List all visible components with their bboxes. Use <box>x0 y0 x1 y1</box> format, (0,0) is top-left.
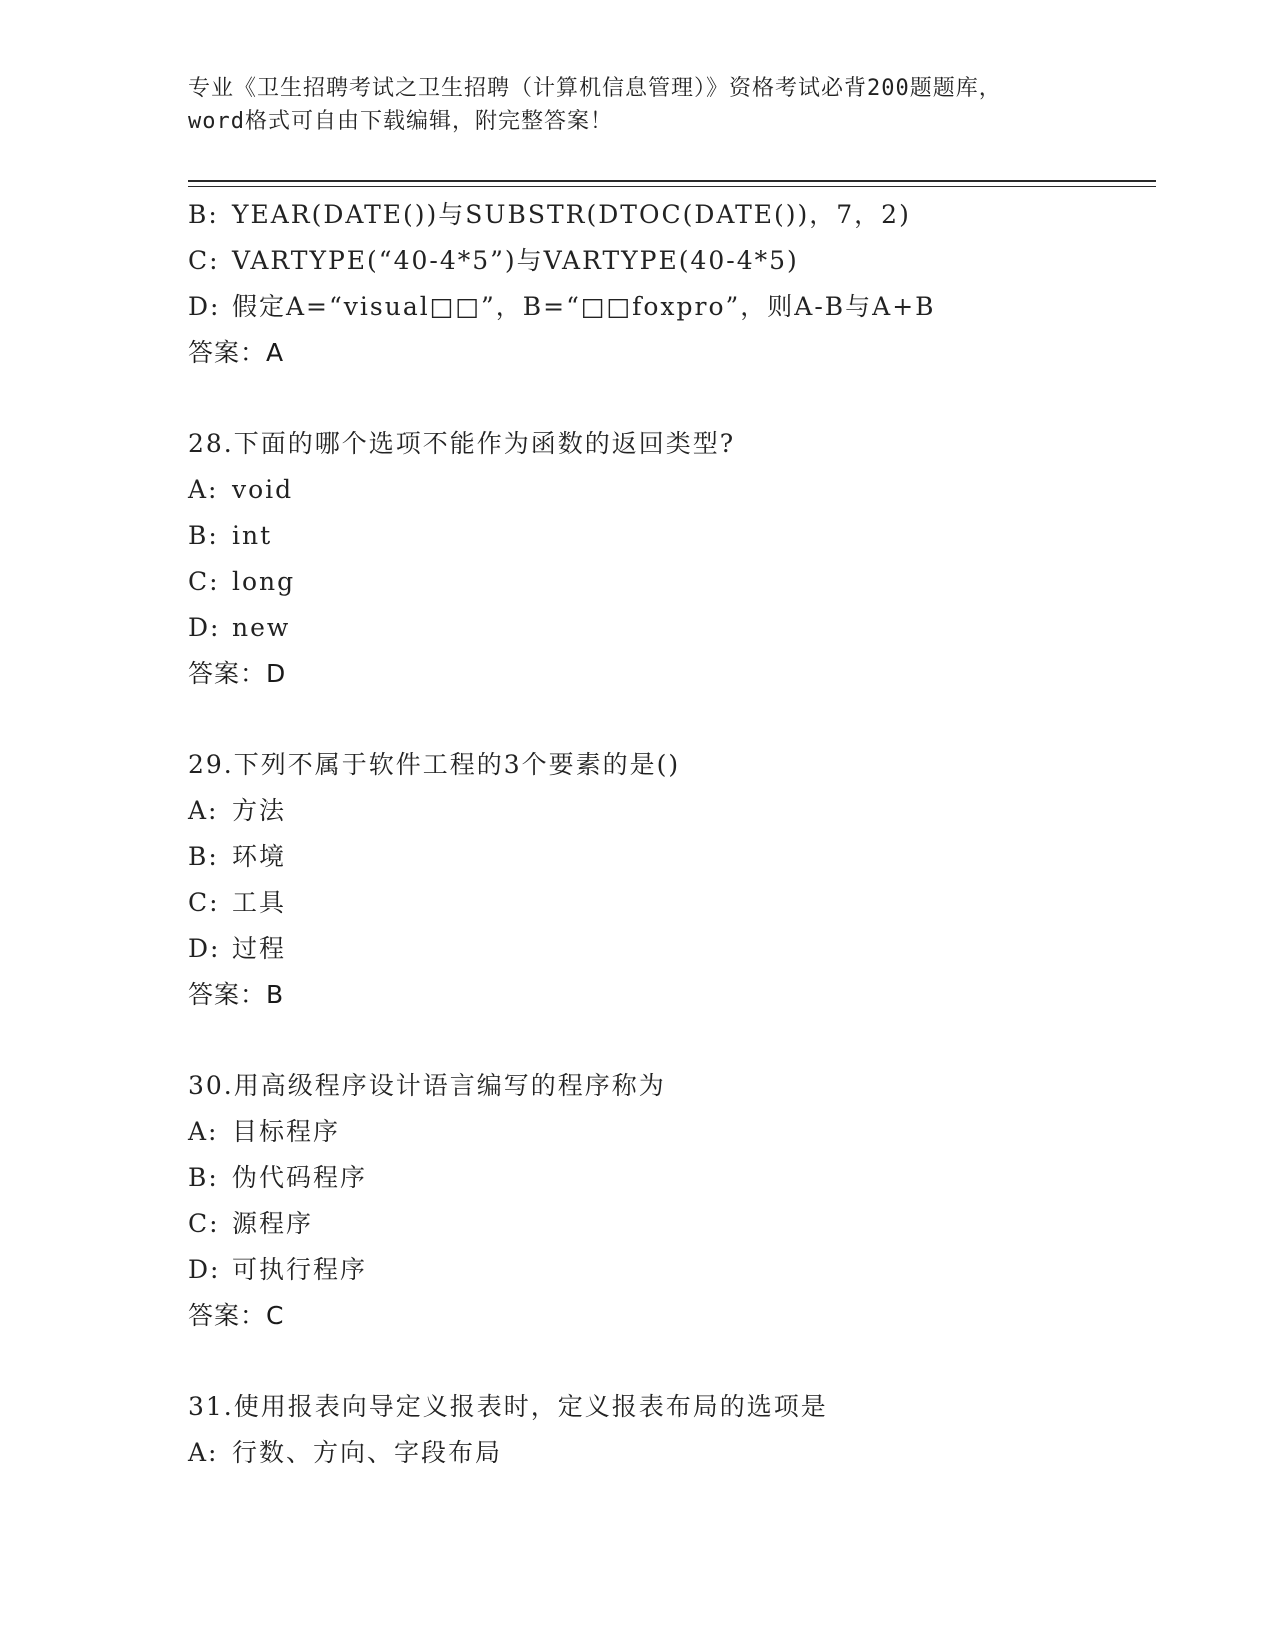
option-prefix: D: <box>188 613 221 642</box>
option-c <box>188 559 1156 605</box>
option-text: YEAR(DATE())与SUBSTR(DTOC(DATE())，7，2) <box>232 200 911 229</box>
answer-line: 答案：C <box>188 1301 285 1330</box>
option-text: VARTYPE(“40-4*5”)与VARTYPE(40-4*5) <box>232 246 799 275</box>
question-content <box>188 192 1156 1476</box>
option-b <box>188 834 1156 880</box>
option-a <box>188 467 1156 513</box>
option-text: new <box>232 613 291 642</box>
header-title-line2: word格式可自由下载编辑，附完整答案！ <box>188 109 613 134</box>
option-text: 伪代码程序 <box>232 1163 368 1192</box>
option-text: 行数、方向、字段布局 <box>232 1438 503 1467</box>
question-30 <box>188 1063 1156 1339</box>
option-b <box>188 513 1156 559</box>
option-b <box>188 1155 1156 1201</box>
option-d <box>188 284 1156 330</box>
option-text: 目标程序 <box>232 1117 341 1146</box>
question-title: 29.下列不属于软件工程的3个要素的是() <box>188 750 681 779</box>
option-prefix: A: <box>188 796 219 825</box>
option-text: 可执行程序 <box>232 1255 368 1284</box>
option-a <box>188 1109 1156 1155</box>
option-prefix: B: <box>188 842 219 871</box>
option-b <box>188 192 1156 238</box>
option-c <box>188 1201 1156 1247</box>
option-prefix: D: <box>188 292 221 321</box>
option-text: void <box>232 475 294 504</box>
option-a <box>188 788 1156 834</box>
option-d <box>188 1247 1156 1293</box>
option-text: 源程序 <box>232 1209 314 1238</box>
option-text: 工具 <box>232 888 287 917</box>
option-prefix: D: <box>188 1255 221 1284</box>
header-divider-thin <box>188 186 1156 187</box>
answer-line: 答案：D <box>188 659 287 688</box>
option-prefix: A: <box>188 1438 219 1467</box>
option-a <box>188 1430 1156 1476</box>
document-header <box>188 72 1088 138</box>
question-31 <box>188 1384 1156 1476</box>
header-title-line1: 专业《卫生招聘考试之卫生招聘（计算机信息管理）》资格考试必背200题题库， <box>188 76 1002 101</box>
option-prefix: A: <box>188 1117 219 1146</box>
option-prefix: C: <box>188 567 220 596</box>
option-prefix: C: <box>188 246 220 275</box>
option-prefix: C: <box>188 888 220 917</box>
question-title: 30.用高级程序设计语言编写的程序称为 <box>188 1071 666 1100</box>
option-text: long <box>232 567 296 596</box>
option-prefix: D: <box>188 934 221 963</box>
option-text: int <box>232 521 273 550</box>
option-prefix: C: <box>188 1209 220 1238</box>
question-29 <box>188 742 1156 1018</box>
option-prefix: B: <box>188 521 219 550</box>
option-text: 假定A=“visual□□”，B=“□□foxpro”，则A-B与A+B <box>232 292 936 321</box>
option-d <box>188 605 1156 651</box>
option-text: 方法 <box>232 796 287 825</box>
option-prefix: B: <box>188 200 219 229</box>
option-text: 环境 <box>232 842 287 871</box>
question-27-continued <box>188 192 1156 376</box>
option-d <box>188 926 1156 972</box>
header-divider-thick <box>188 180 1156 182</box>
option-c <box>188 238 1156 284</box>
option-prefix: B: <box>188 1163 219 1192</box>
answer-line: 答案：A <box>188 338 285 367</box>
question-title: 31.使用报表向导定义报表时，定义报表布局的选项是 <box>188 1392 828 1421</box>
option-prefix: A: <box>188 475 219 504</box>
option-text: 过程 <box>232 934 287 963</box>
question-title: 28.下面的哪个选项不能作为函数的返回类型? <box>188 429 736 458</box>
option-c <box>188 880 1156 926</box>
answer-line: 答案：B <box>188 980 285 1009</box>
question-28 <box>188 421 1156 697</box>
